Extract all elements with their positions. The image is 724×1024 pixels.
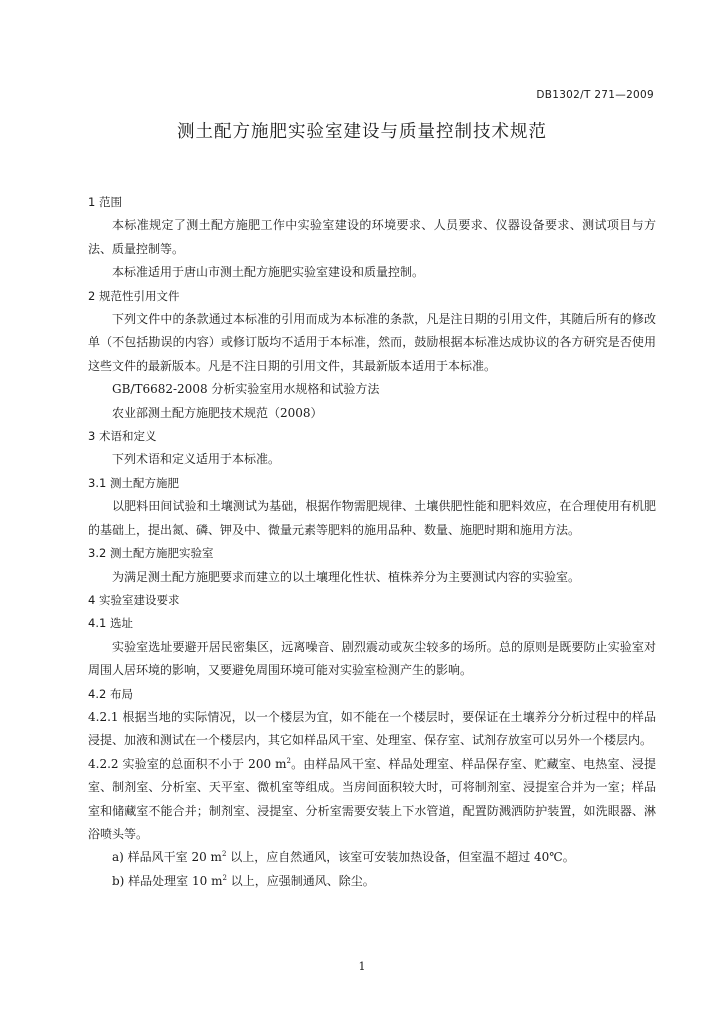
list-item-a-text-1: a) 样品风干室 20 m — [112, 850, 222, 865]
section-3-1-paragraph: 以肥料田间试验和土壤测试为基础，根据作物需肥规律、土壤供肥性能和肥料效应，在合理使用有机肥的基础上，提出氮、磷、钾及中、微量元素等肥料的施用品种、数量、施肥时期和施用方法。 — [88, 499, 656, 537]
section-3-heading: 3 术语和定义 — [88, 429, 157, 444]
squared-superscript: 2 — [222, 873, 227, 882]
section-3-2-paragraph: 为满足测土配方施肥要求而建立的以土壤理化性状、植株养分为主要测试内容的实验室。 — [112, 569, 581, 584]
section-1-heading: 1 范围 — [88, 195, 122, 209]
section-4-2-1-paragraph: 4.2.1 根据当地的实际情况，以一个楼层为宜，如不能在一个楼层时，要保证在土壤养分分析过程中的样品浸提、加液和测试在一个楼层内，其它如样品风干室、处理室、保存室、试剂存放室可以另外一个楼层内。 — [88, 709, 656, 748]
section-4-1-paragraph: 实验室选址要避开居民密集区，远离噪音、剧烈震动或灰尘较多的场所。总的原则是既要防止实验室对周围人居环境的影响，又要避免周围环境可能对实验室检测产生的影响。 — [88, 639, 656, 678]
list-item-b-text-1: b) 样品处理室 10 m — [112, 873, 223, 888]
list-item-b — [88, 870, 656, 893]
list-item-a — [88, 846, 656, 869]
section-4-2-heading: 4.2 布局 — [88, 686, 133, 701]
section-2-paragraph-1: 下列文件中的条款通过本标准的引用而成为本标准的条款，凡是注日期的引用文件，其随后所有的修改单（不包括勘误的内容）或修订版均不适用于本标准，然而，鼓励根据本标准达成协议的各方研究是否使用这些文件的最新版本。凡是不注日期的引用文件，其最新版本适用于本标准。 — [88, 312, 656, 373]
section-4-2-2-text-b: 。由样品风干室、样品处理室、样品保存室、贮藏室、电热室、浸提室、制剂室、分析室、天平室、微机室等组成。当房间面积较大时，可将制剂室、浸提室合并为一室；样品室和储藏室不能合并；制剂室、浸提室、分析室需要安装上下水管道，配置防溅洒防护装置，如洗眼器、淋浴喷头等。 — [88, 756, 656, 841]
document-title: 测土配方施肥实验室建设与质量控制技术规范 — [177, 122, 547, 142]
section-3-2-heading: 3.2 测土配方施肥实验室 — [88, 546, 214, 561]
reference-moa-spec: 农业部测土配方施肥技术规范（2008） — [112, 405, 323, 420]
list-item-a-text-2: 以上，应自然通风，该室可安装加热设备，但室温不超过 40℃。 — [226, 850, 575, 865]
section-4-1-heading: 4.1 选址 — [88, 616, 133, 631]
section-3-1-heading: 3.1 测土配方施肥 — [88, 475, 179, 490]
page-number: 1 — [358, 960, 366, 973]
reference-gbt6682: GB/T6682-2008 分析实验室用水规格和试验方法 — [112, 382, 380, 397]
section-2-heading: 2 规范性引用文件 — [88, 288, 180, 303]
section-1-paragraph-2: 本标准适用于唐山市测土配方施肥实验室建设和质量控制。 — [112, 265, 425, 280]
squared-superscript: 2 — [221, 850, 227, 859]
section-1-paragraph-1: 本标准规定了测土配方施肥工作中实验室建设的环境要求、人员要求、仪器设备要求、测试项目与方法、质量控制等。 — [88, 218, 656, 256]
section-4-heading: 4 实验室建设要求 — [88, 592, 180, 607]
document-number: DB1302/T 271—2009 — [536, 89, 654, 101]
section-3-paragraph-1: 下列术语和定义适用于本标准。 — [112, 452, 281, 467]
list-item-b-text-2: 以上，应强制通风、除尘。 — [226, 873, 375, 888]
section-4-2-2-paragraph — [88, 753, 656, 847]
section-4-2-2-text-a: 4.2.2 实验室的总面积不小于 200 m — [88, 756, 287, 771]
document-body — [88, 191, 656, 893]
squared-superscript: 2 — [286, 756, 291, 765]
